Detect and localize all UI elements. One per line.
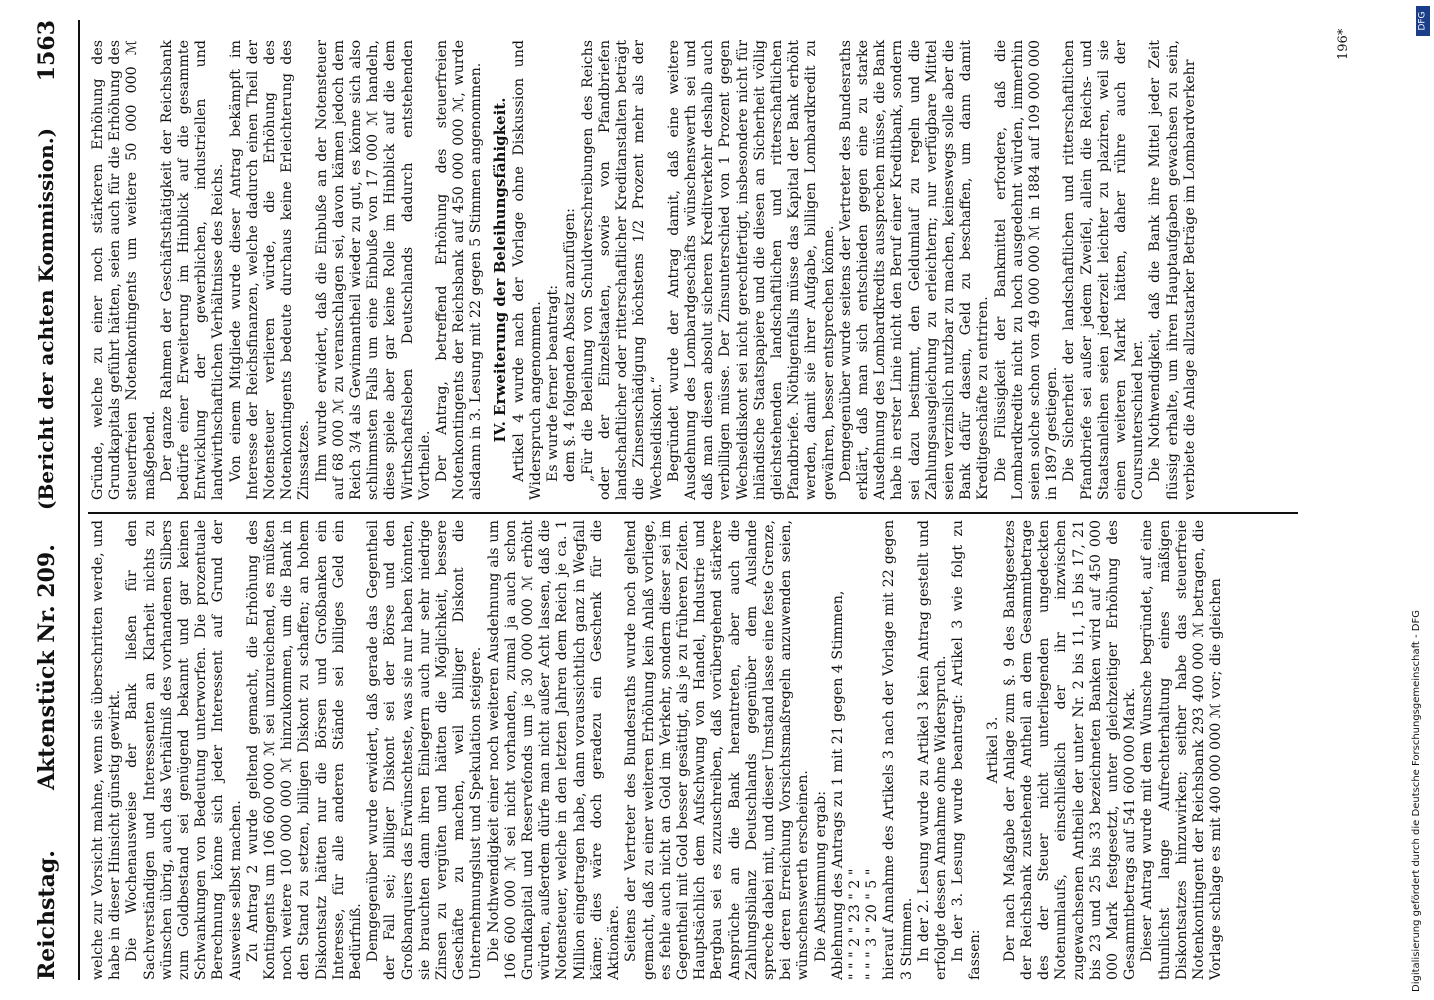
paragraph: Der Antrag, betreffend Erhöhung des steuerfreien Notenkontingents der Reichsbank auf 450 000 000 ℳ, wurde alsdann in 3. Lesung mit 22 gegen 5 Stimmen angenommen. bbox=[434, 40, 485, 500]
header-document-number: Aktenstück Nr. 209. bbox=[34, 544, 60, 790]
paragraph: Die Sicherheit der landschaftlichen und ritterschaftlichen Pfandbriefe sei außer jedem Zweifel, allein die Reichs- und Staatsanleihen seien jederzeit leichter zu plaziren, weil sie einen weiteren Markt hätten, daher rühre auch der Coursunterschied her. bbox=[1061, 40, 1147, 500]
paragraph: hierauf Annahme des Artikels 3 nach der Vorlage mit 22 gegen 3 Stimmen. bbox=[881, 520, 915, 980]
dfg-credit bbox=[1403, 609, 1427, 1000]
paragraph: In der 3. Lesung wurde beantragt: Artikel 3 wie folgt zu fassen: bbox=[950, 520, 984, 980]
paragraph: Die Nothwendigkeit einer noch weiteren Ausdehnung als um 106 600 000 ℳ sei nicht vorhanden, zumal ja auch schon Grundkapital und Reservefonds um je 30 000 000 ℳ erhöht würden, außerdem dürfe man nicht außer Acht lassen, daß die Notensteuer, welche in den letzten Jahren dem Reich je ca. 1 Million eingetragen habe, dann voraussichtlich ganz in Wegfall käme; dies wäre doch geradezu ein Geschenk für die Aktionäre. bbox=[485, 520, 623, 980]
vote-line: " " " 2 " 23 " 2 " bbox=[846, 868, 863, 980]
header-report-title: (Bericht der achten Kommission.) bbox=[34, 127, 58, 510]
signature-mark: 196* bbox=[1336, 28, 1351, 60]
paragraph: Ihm wurde erwidert, daß die Einbuße an der Notensteuer auf 68 000 ℳ zu veranschlagen sei, davon kämen jedoch dem Reich 3/4 als Gewinnantheil wieder zu gut, es könne sich also schlimmsten Falls um eine Einbuße von 17 000 ℳ handeln, diese spiele aber gar keine Rolle im Hinblick auf die dem Wirthschaftsleben Deutschlands dadurch entstehenden Vortheile. bbox=[313, 40, 433, 500]
dfg-logo-text: DFG bbox=[1418, 11, 1428, 31]
right-column bbox=[90, 40, 1199, 500]
paragraph: Die Wochenausweise der Bank ließen für den Sachverständigen und Interessenten an Klarheit nichts zu wünschen übrig, auch das Verhältniß des vorhandenen Silbers zum Goldbestand sei genügend bekannt und gar keinen Schwankungen von Bedeutung unterworfen. Die prozentuale Berechnung könne sich jeder Interessent auf Grund der Ausweise selbst machen. bbox=[124, 520, 244, 980]
paragraph: welche zur Vorsicht mahne, wenn sie überschritten werde, und habe in dieser Hinsicht günstig gewirkt. bbox=[90, 520, 124, 980]
paragraph: Seitens der Vertreter des Bundesraths wurde noch geltend gemacht, daß zu einer weiteren Erhöhung kein Anlaß vorliege, es fehle auch nicht an Gold im Verkehr, sondern dieser sei im Gegentheil mit Gold besser gesättigt, als je zu früheren Zeiten. Hauptsächlich dem Aufschwung von Handel, Industrie und Bergbau sei es zuzuschreiben, daß vorübergehend stärkere Ansprüche an die Bank herantreten, aber auch die Zahlungsbilanz Deutschlands gegenüber dem Auslande spreche dabei mit, und dieser Umstand lasse eine feste Grenze, bei deren Erreichung Vorsichtsmaßregeln anzuwenden seien, wünschenswerth erscheinen. bbox=[623, 520, 812, 980]
paragraph: Die Nothwendigkeit, daß die Bank ihre Mittel jeder Zeit flüssig erhalte, um ihren Hauptaufgaben gewachsen zu sein, verbiete die Anlage allzustarker Beträge im Lombardverkehr bbox=[1147, 40, 1198, 500]
paragraph: Dieser Antrag wurde mit dem Wunsche begründet, auf eine thunlichst lange Aufrechterhaltung eines mäßigen Diskontsatzes hinzuwirken; seither habe das steuerfreie Notenkontingent der Reichsbank 293 400 000 ℳ betragen, die Vorlage schlage es mit 400 000 000 ℳ vor; die gleichen bbox=[1139, 520, 1225, 980]
paragraph: Gründe, welche zu einer noch stärkeren Erhöhung des Grundkapitals geführt hätten, seien auch für die Erhöhung des steuerfreien Notenkontingents um weitere 50 000 000 ℳ maßgebend. bbox=[90, 40, 158, 500]
paragraph: Es wurde ferner beantragt: bbox=[545, 284, 562, 482]
dfg-credit-text: Digitalisierung gefördert durch die Deutsche Forschungsgemeinschaft - DFG bbox=[1411, 609, 1422, 992]
page-number: 1563 bbox=[34, 20, 60, 82]
page-header bbox=[34, 20, 74, 980]
dfg-logo bbox=[1416, 6, 1430, 36]
paragraph: Demgegenüber wurde seitens der Vertreter des Bundesraths erklärt, daß man sich entschieden gegen eine zu starke Ausdehnung des Lombardkredits aussprechen müsse, die Bank habe in erster Linie nicht den Beruf einer Kreditbank, sondern sei dazu bestimmt, den Geldumlauf zu regeln und die Zahlungsausgleichung zu erleichtern; nur verfügbare Mittel seien verzinslich nutzbar zu machen, keineswegs solle aber die Bank dafür dasein, Geld zu beschaffen, um dann damit Kreditgeschäfte zu entriren. bbox=[837, 40, 992, 500]
paragraph: dem §. 4 folgenden Absatz anzufügen: bbox=[562, 208, 579, 482]
left-column bbox=[90, 520, 1225, 980]
quoted-amendment: „Für die Beleihung von Schuldverschreibungen des Reichs oder der Einzelstaaten, sowie von Pfandbriefen landschaftlicher oder ritterschaftlicher Kreditanstalten beträgt die Zinsenschädigung höchstens 1/2 Prozent mehr als der Wechseldiskont.“ bbox=[579, 40, 665, 500]
paragraph: Zu Antrag 2 wurde geltend gemacht, die Erhöhung des Kontingents um 106 600 000 ℳ sei unzureichend, es müßten noch weitere 100 000 000 ℳ hinzukommen, um die Bank in den Stand zu setzen, billigen Diskont zu schaffen; an hohem Diskontsatz hätten nur die Börsen und Großbanken ein Interesse, für alle anderen Stände sei billiges Geld ein Bedürfniß. bbox=[244, 520, 365, 980]
vote-line: Ablehnung des Antrags zu 1 mit 21 gegen 4 Stimmen, bbox=[829, 590, 846, 980]
paragraph: Der ganze Rahmen der Geschäftsthätigkeit der Reichsbank bedürfe einer Erweiterung im Hinblick auf die gesammte Entwicklung der gewerblichen, industriellen und landwirthschaftlichen Verhältnisse des Reichs. bbox=[158, 40, 227, 500]
header-reichstag: Reichstag. bbox=[34, 850, 60, 980]
header-rule bbox=[78, 20, 80, 980]
paragraph: Demgegenüber wurde erwidert, daß gerade das Gegentheil der Fall sei; billiger Diskont sei der Börse und den Großbanquiers das Erwünschteste, was sie nur haben könnten, sie brauchten dann ihren Einlegern auch nur sehr niedrige Zinsen zu vergüten und hätten die Möglichkeit, bessere Geschäfte zu machen, weil billiger Diskont die Unternehmungslust und Spekulation steigere. bbox=[365, 520, 485, 980]
paragraph: In der 2. Lesung wurde zu Artikel 3 kein Antrag gestellt und erfolgte dessen Annahme ohne Widerspruch. bbox=[915, 520, 949, 980]
paragraph: Artikel 4 wurde nach der Vorlage ohne Diskussion und Widerspruch angenommen. bbox=[510, 40, 545, 500]
vote-heading: Die Abstimmung ergab: bbox=[812, 790, 829, 962]
section-heading: IV. Erweiterung der Beleihungsfähigkeit. bbox=[490, 97, 509, 443]
paragraph: Der nach Maßgabe der Anlage zum §. 9 des Bankgesetzes der Reichsbank zustehende Antheil an dem Gesammtbetrage des der Steuer nicht unterliegenden ungedeckten Notenumlaufs, einschließlich der ihr inzwischen zugewachsenen Antheile der unter Nr. 2 bis 11, 15 bis 17, 21 bis 23 und 25 bis 33 bezeichneten Banken wird auf 450 000 000 Mark festgesetzt, unter gleichzeitiger Erhöhung des Gesammtbetrags auf 541 600 000 Mark. bbox=[1001, 520, 1139, 980]
column-divider bbox=[88, 512, 1298, 514]
article-heading: Artikel 3. bbox=[984, 716, 1001, 784]
paragraph: Von einem Mitgliede wurde dieser Antrag bekämpft im Interesse der Reichsfinanzen, welche dadurch einen Theil der Notensteuer verlieren würde, die Erhöhung des Notenkontingents bedeute durchaus keine Erleichterung des Zinssatzes. bbox=[227, 40, 313, 500]
paragraph: Die Flüssigkeit der Bankmittel erfordere, daß die Lombardkredite nicht zu hoch ausgedehnt würden, immerhin seien solche schon von 49 000 000 ℳ in 1884 auf 109 000 000 in 1897 gestiegen. bbox=[992, 40, 1061, 500]
paragraph: Begründet wurde der Antrag damit, daß eine weitere Ausdehnung des Lombardgeschäfts wünschenswerth sei und daß man diesen absolut sicheren Kreditverkehr deshalb auch verbilligen müsse. Der Zinsunterschied von 1 Prozent gegen Wechseldiskont sei nicht gerechtfertigt, insbesondere nicht für inländische Staatspapiere und die diesen an Sicherheit völlig gleichstehenden landschaftlichen und ritterschaftlichen Pfandbriefe. Nöthigenfalls müsse das Kapital der Bank erhöht werden, damit sie ihrer Aufgabe, billigen Lombardkredit zu gewähren, besser entsprechen könne. bbox=[665, 40, 837, 500]
vote-line: " " " 3 " 20 " 5 " bbox=[864, 868, 881, 980]
